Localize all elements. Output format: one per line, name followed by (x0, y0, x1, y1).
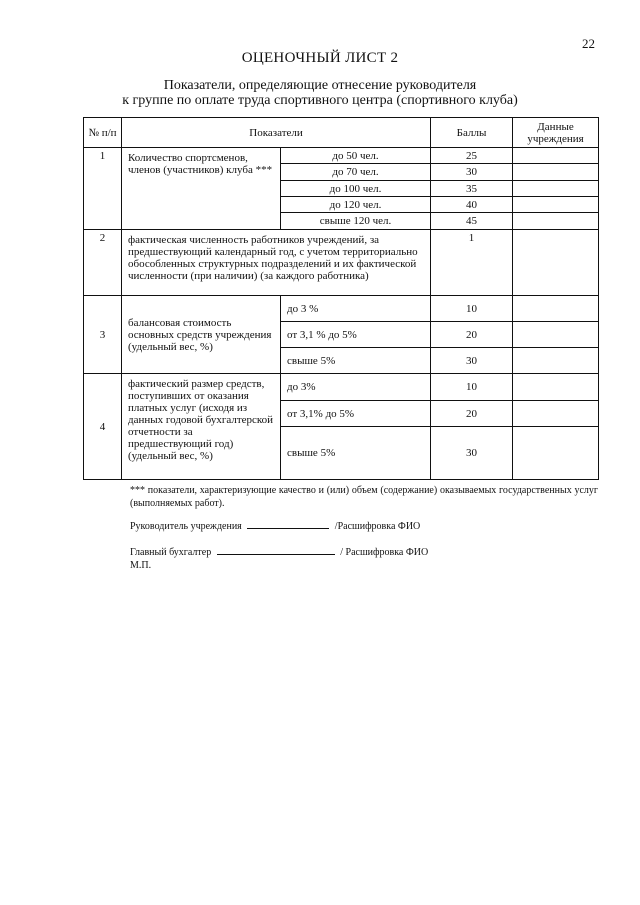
row-1-data-5[interactable] (513, 213, 599, 230)
row-3-points-2: 20 (431, 322, 513, 348)
head-label: Руководитель учреждения (130, 521, 242, 532)
row-3-data-1[interactable] (513, 296, 599, 322)
row-3-indicator: балансовая стоимость основных средств учреждения (удельный вес, %) (122, 296, 281, 374)
row-1-range-4: до 120 чел. (281, 197, 431, 213)
header-points: Баллы (431, 118, 513, 148)
row-2-points: 1 (431, 230, 513, 296)
row-4-num: 4 (84, 374, 122, 480)
row-4-data-1[interactable] (513, 374, 599, 401)
row-1-points-5: 45 (431, 213, 513, 230)
footnote: *** показатели, характеризующие качество и (или) объем (содержание) оказываемых государственных услуг (выполняемых работ). (130, 485, 598, 509)
row-4-range-2: от 3,1% до 5% (281, 401, 431, 427)
subtitle-line-2: к группе по оплате труда спортивного центра (спортивного клуба) (122, 93, 518, 108)
row-4-points-3: 30 (431, 427, 513, 480)
row-1-indicator: Количество спортсменов, членов (участников) клуба *** (122, 148, 281, 230)
table-row (84, 148, 599, 164)
header-indicators: Показатели (122, 118, 431, 148)
row-1-range-2: до 70 чел. (281, 164, 431, 181)
head-signature-field[interactable] (247, 520, 329, 529)
row-1-data-1[interactable] (513, 148, 599, 164)
row-1-data-2[interactable] (513, 164, 599, 181)
table-header-row (84, 118, 599, 148)
row-3-data-2[interactable] (513, 322, 599, 348)
table-row (84, 296, 599, 322)
row-1-points-1: 25 (431, 148, 513, 164)
accountant-signature-line (130, 546, 598, 559)
page-title: ОЦЕНОЧНЫЙ ЛИСТ 2 (241, 50, 399, 66)
page-number: 22 (582, 36, 595, 51)
row-2-num: 2 (84, 230, 122, 296)
row-2-data[interactable] (513, 230, 599, 296)
row-1-range-5: свыше 120 чел. (281, 213, 431, 230)
accountant-signature-field[interactable] (217, 546, 335, 555)
row-4-data-2[interactable] (513, 401, 599, 427)
row-1-range-1: до 50 чел. (281, 148, 431, 164)
table-row (84, 374, 599, 401)
row-1-data-4[interactable] (513, 197, 599, 213)
row-1-range-3: до 100 чел. (281, 181, 431, 197)
row-4-points-1: 10 (431, 374, 513, 401)
subtitle-line-1: Показатели, определяющие отнесение руководителя (163, 78, 477, 93)
row-4-points-2: 20 (431, 401, 513, 427)
row-1-points-3: 35 (431, 181, 513, 197)
row-3-range-3: свыше 5% (281, 348, 431, 374)
row-1-points-2: 30 (431, 164, 513, 181)
table-row (84, 230, 599, 296)
row-3-range-2: от 3,1 % до 5% (281, 322, 431, 348)
evaluation-table (83, 117, 599, 480)
accountant-label: Главный бухгалтер (130, 547, 212, 558)
accountant-decode: / Расшифровка ФИО (340, 547, 429, 558)
header-num: № п/п (84, 118, 122, 148)
row-4-indicator: фактический размер средств, поступивших от оказания платных услуг (исходя из данных годовой бухгалтерской отчетности за предшествующий год) (удельный вес, %) (122, 374, 281, 480)
row-4-data-3[interactable] (513, 427, 599, 480)
row-3-data-3[interactable] (513, 348, 599, 374)
row-1-points-4: 40 (431, 197, 513, 213)
head-decode: /Расшифровка ФИО (334, 521, 421, 532)
stamp-place: М.П. (130, 560, 152, 571)
row-1-num: 1 (84, 148, 122, 230)
head-signature-line (130, 520, 598, 533)
row-3-range-1: до 3 % (281, 296, 431, 322)
row-3-points-1: 10 (431, 296, 513, 322)
row-2-indicator: фактическая численность работников учреждений, за предшествующий календарный год, с учетом территориально обособленных структурных подразделений и их фактической численности (при наличии) (за каждого работника) (122, 230, 431, 296)
row-1-data-3[interactable] (513, 181, 599, 197)
row-4-range-1: до 3% (281, 374, 431, 401)
header-data: Данные учреждения (513, 118, 599, 148)
row-4-range-3: свыше 5% (281, 427, 431, 480)
row-3-points-3: 30 (431, 348, 513, 374)
row-3-num: 3 (84, 296, 122, 374)
